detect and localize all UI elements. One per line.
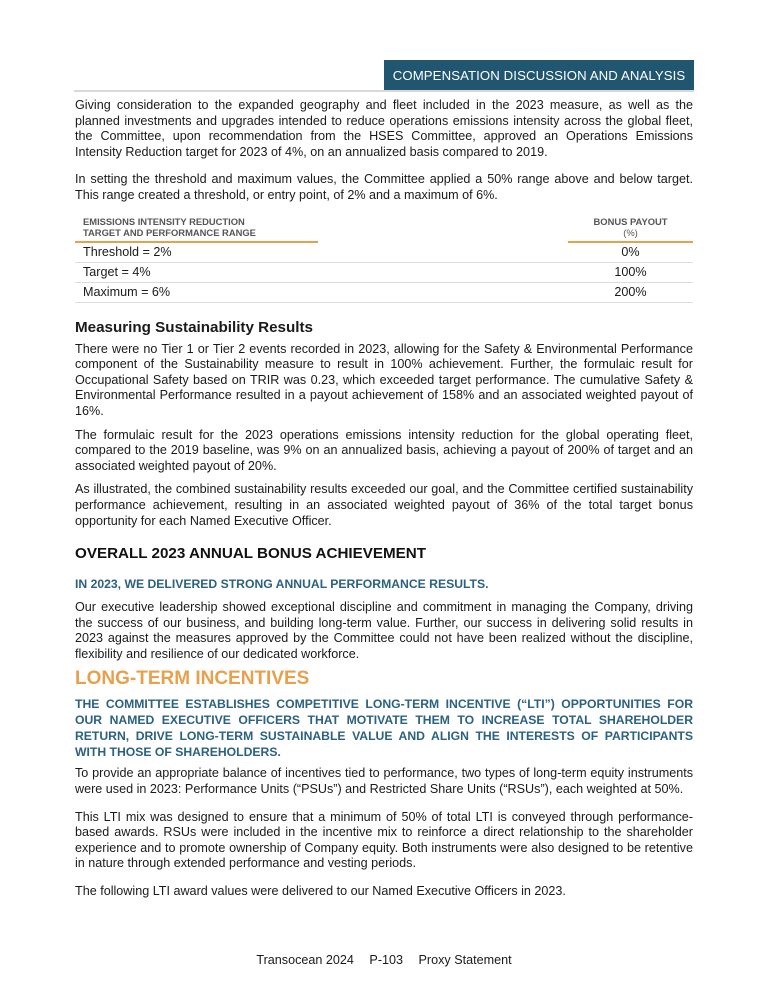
footer-page-number: P-103 [369, 953, 404, 967]
sustainability-paragraph-3: As illustrated, the combined sustainability results exceeded our goal, and the Committee certified sustainability performance achievement, resulting in an associated weighted payout of 36% of the total target bonus opportunity for each Named Executive Officer. [75, 482, 693, 528]
lti-paragraph-3: The following LTI award values were delivered to our Named Executive Officers in 2023. [75, 884, 566, 899]
sustainability-paragraph-2: The formulaic result for the 2023 operations emissions intensity reduction for the global operating fleet, compared to the 2019 baseline, was 9% on an annualized basis, achieving a payout of 200% of target and an associated weighted payout of 20%. [75, 427, 693, 473]
table-row [75, 282, 693, 302]
range-cell: Target = 4% [75, 262, 568, 282]
table-row [75, 262, 693, 282]
emissions-payout-table [75, 216, 693, 303]
header-divider [74, 90, 694, 92]
footer-document-name: Proxy Statement [418, 953, 512, 967]
lti-paragraph-2: This LTI mix was designed to ensure that a minimum of 50% of total LTI is conveyed through performance-based awards. RSUs were included in the incentive mix to reinforce a direct relationship to the shareholder experience and to promote ownership of Company equity. Both instruments were also designed to be retentive in nature through extended performance and vesting periods. [75, 809, 693, 871]
table-header-row [75, 216, 693, 242]
column-header-range: EMISSIONS INTENSITY REDUCTION TARGET AND PERFORMANCE RANGE [75, 216, 318, 242]
table-row [75, 242, 693, 263]
section-header-banner [384, 60, 694, 90]
page-content [75, 98, 693, 900]
payout-cell: 100% [568, 262, 693, 282]
range-cell: Threshold = 2% [75, 242, 568, 263]
column-header-payout: BONUS PAYOUT (%) [568, 216, 693, 242]
payout-cell: 0% [568, 242, 693, 263]
lti-paragraph-1: To provide an appropriate balance of incentives tied to performance, two types of long-term equity instruments were used in 2023: Performance Units (“PSUs”) and Restricted Share Units (“RSUs”), each weighted at 50%. [75, 766, 693, 797]
payout-cell: 200% [568, 282, 693, 302]
intro-paragraph-1: Giving consideration to the expanded geography and fleet included in the 2023 measure, as well as the planned investments and upgrades intended to reduce operations emissions intensity across the global fleet, the Committee, upon recommendation from the HSES Committee, approved an Operations Emissions Intensity Reduction target for 2023 of 4%, on an annualized basis compared to 2019. [75, 98, 693, 159]
range-cell: Maximum = 6% [75, 282, 568, 302]
intro-paragraph-2: In setting the threshold and maximum values, the Committee applied a 50% range above and below target. This range created a threshold, or entry point, of 2% and a maximum of 6%. [75, 172, 693, 202]
footer-company: Transocean 2024 [256, 953, 354, 967]
sustainability-heading: Measuring Sustainability Results [75, 318, 313, 336]
overall-bonus-paragraph: Our executive leadership showed exceptional discipline and commitment in managing the Company, driving the success of our business, and building long-term value. Further, our success in delivering solid results in 2023 against the measures approved by the Committee could not have been realized without the discipline, flexibility and resilience of our dedicated workforce. [75, 600, 693, 661]
overall-bonus-subheading: IN 2023, WE DELIVERED STRONG ANNUAL PERFORMANCE RESULTS. [75, 577, 489, 592]
lti-heading: LONG-TERM INCENTIVES [75, 668, 310, 690]
page-footer [0, 953, 768, 967]
sustainability-paragraph-1: There were no Tier 1 or Tier 2 events recorded in 2023, allowing for the Safety & Environmental Performance component of the Sustainability measure to result in 100% achievement. Further, the formulaic result for Occupational Safety based on TRIR was 0.23, which exceeded target performance. The cumulative Safety & Environmental Performance resulted in a payout achievement of 158% and an associated weighted payout of 16%. [75, 341, 693, 418]
lti-subheading: THE COMMITTEE ESTABLISHES COMPETITIVE LONG-TERM INCENTIVE (“LTI”) OPPORTUNITIES FOR OUR NAMED EXECUTIVE OFFICERS THAT MOTIVATE THEM TO INCREASE TOTAL SHAREHOLDER RETURN, DRIVE LONG-TERM SUSTAINABLE VALUE AND ALIGN THE INTERESTS OF PARTICIPANTS WITH THOSE OF SHAREHOLDERS. [75, 697, 693, 760]
overall-bonus-heading: OVERALL 2023 ANNUAL BONUS ACHIEVEMENT [75, 545, 427, 563]
section-header-title: COMPENSATION DISCUSSION AND ANALYSIS [392, 67, 686, 83]
